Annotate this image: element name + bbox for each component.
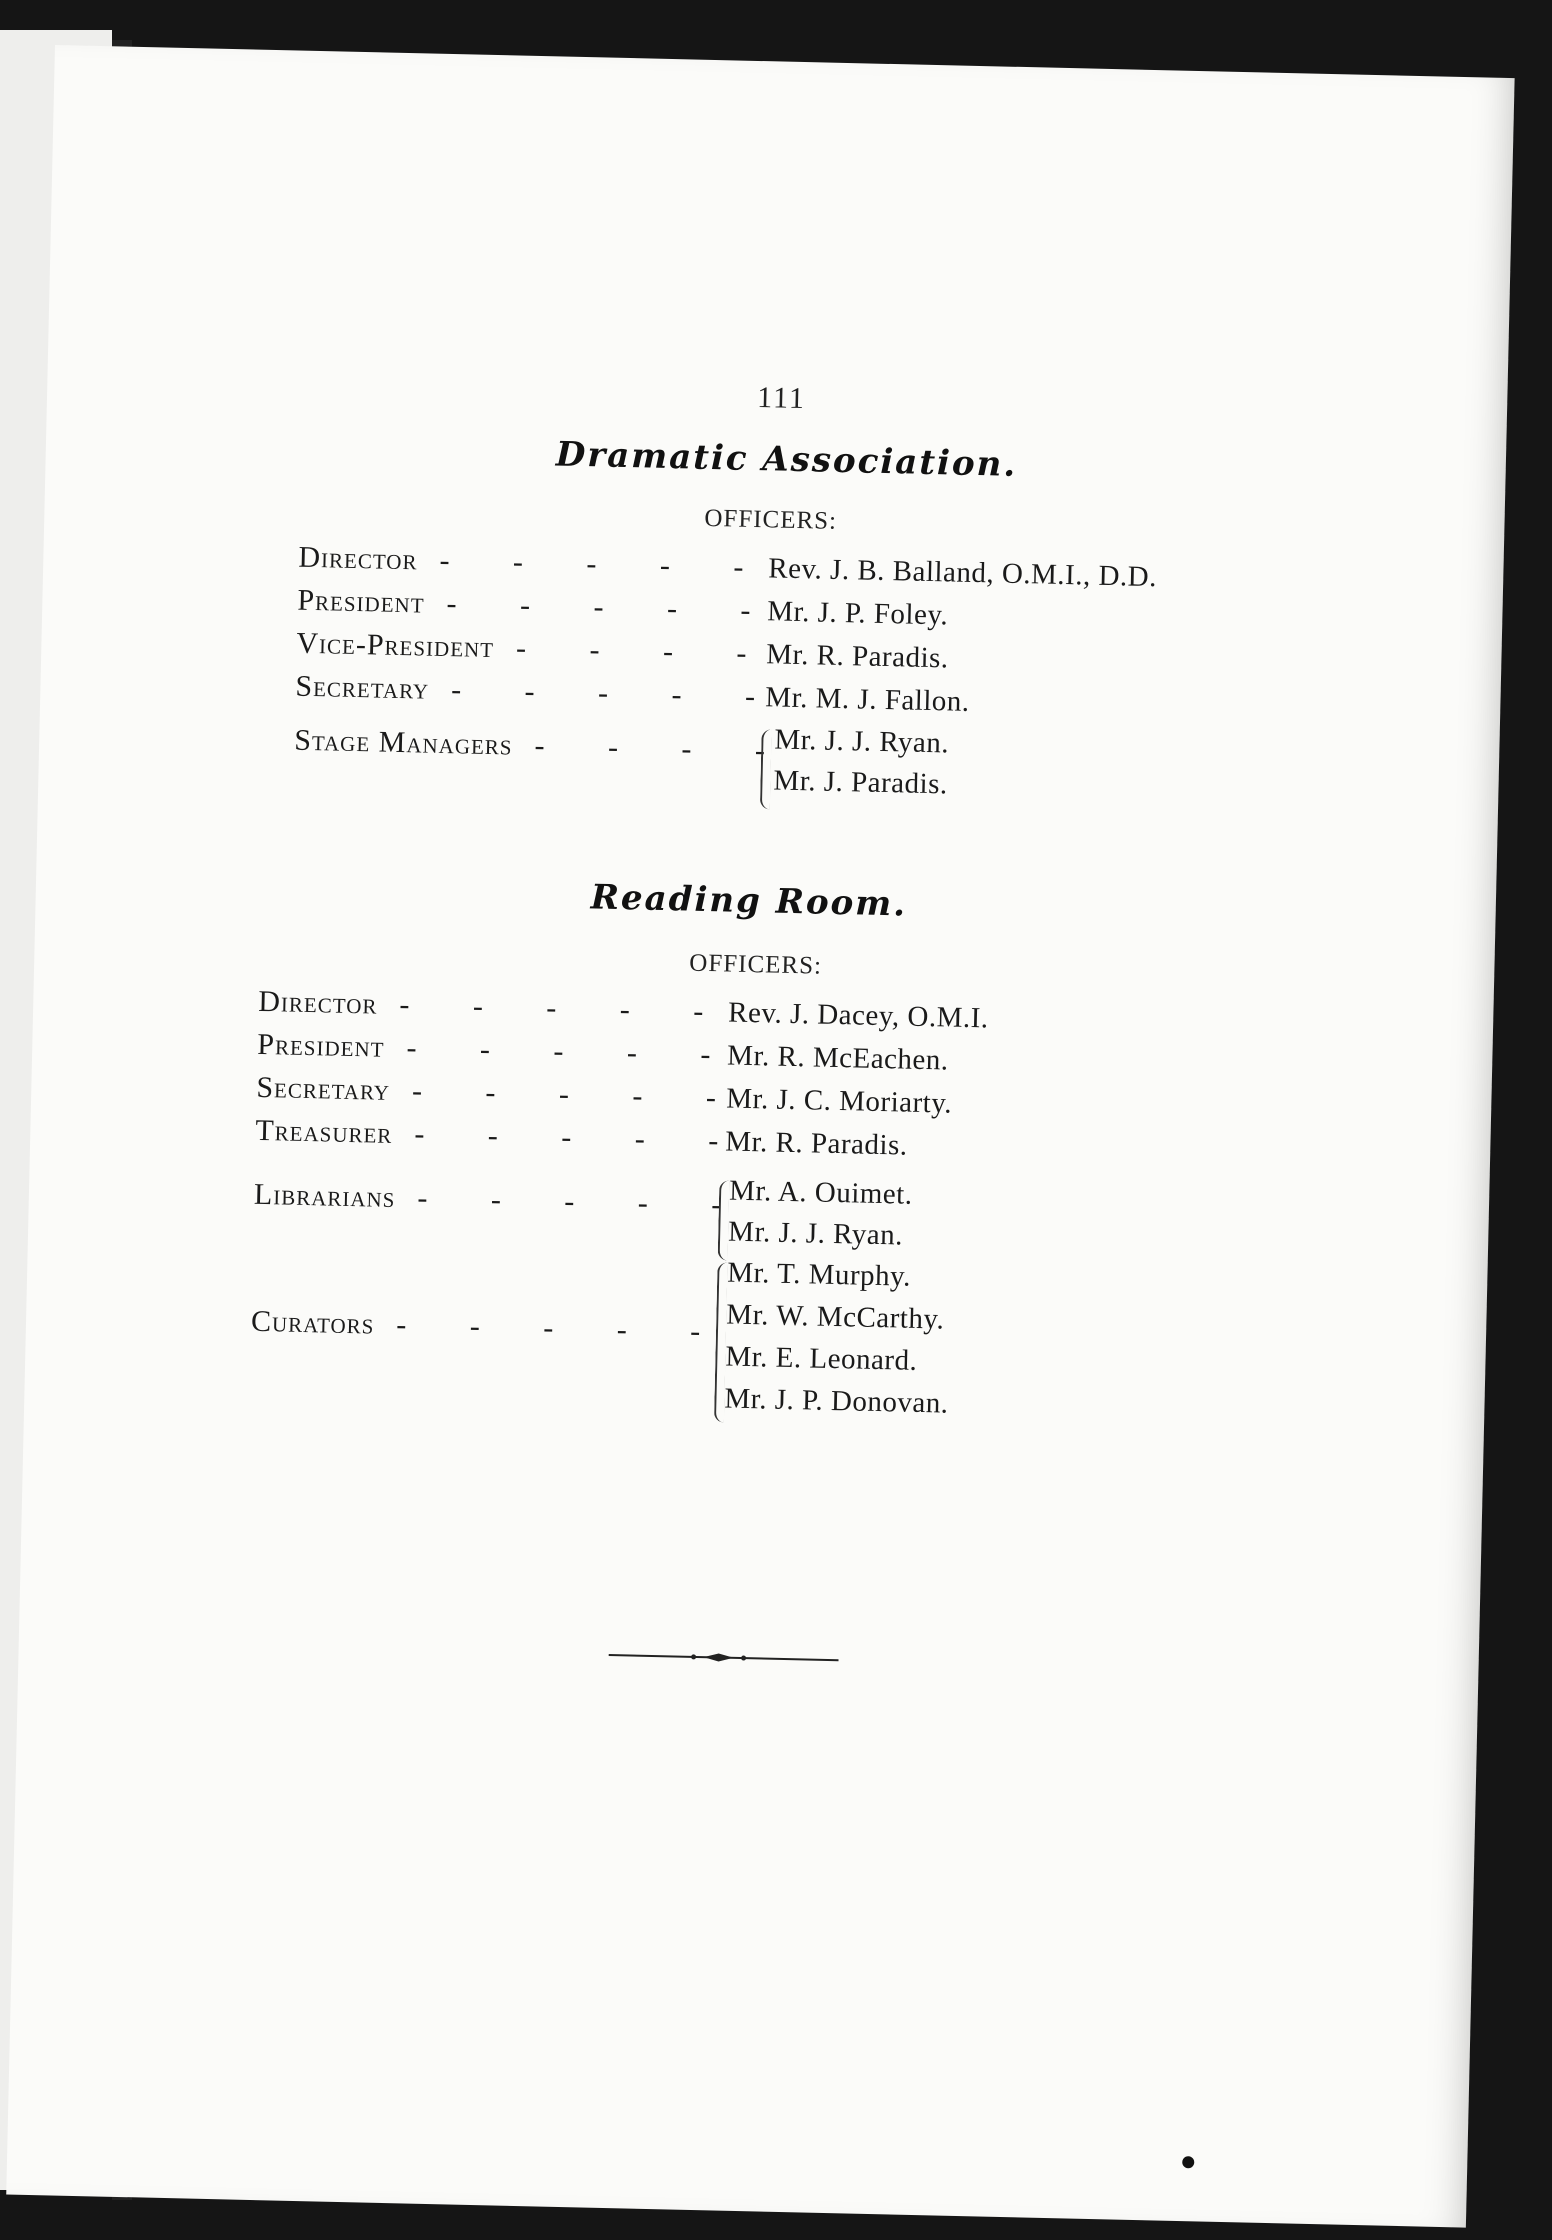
page-number: 111 xyxy=(756,381,807,416)
dramatic-officers-subheading: OFFICERS: xyxy=(704,504,838,535)
officer-name: Mr. R. McEachen. xyxy=(726,1039,949,1077)
ink-speck xyxy=(1182,2156,1194,2168)
reading-row-president xyxy=(257,1028,949,1078)
dramatic-row-stage-managers xyxy=(293,723,794,769)
curator-name: Mr. E. Leonard. xyxy=(725,1340,918,1377)
stage-manager-name: Mr. J. Paradis. xyxy=(773,764,949,801)
curator-name: Mr. T. Murphy. xyxy=(726,1256,912,1293)
librarian-name: Mr. A. Ouimet. xyxy=(728,1174,913,1211)
role-label: Vice-President - - - - xyxy=(296,626,775,671)
curator-name: Mr. W. McCarthy. xyxy=(726,1298,945,1336)
officer-name: Mr. M. J. Fallon. xyxy=(765,681,970,718)
role-label: Librarians - - - - - xyxy=(253,1177,750,1223)
role-label: President - - - - - xyxy=(297,583,779,628)
role-label: Treasurer - - - - - xyxy=(255,1113,747,1158)
reading-room-heading: Reading Room. xyxy=(590,877,908,925)
officer-name: Rev. J. Dacey, O.M.I. xyxy=(727,996,989,1035)
stage-manager-name: Mr. J. J. Ryan. xyxy=(774,723,950,760)
reading-row-secretary xyxy=(256,1071,953,1121)
officer-name: Mr. R. Paradis. xyxy=(724,1125,908,1162)
curator-name: Mr. J. P. Donovan. xyxy=(724,1382,949,1420)
officer-name: Mr. R. Paradis. xyxy=(765,638,949,675)
reading-row-treasurer xyxy=(255,1114,908,1163)
dramatic-association-heading: Dramatic Association. xyxy=(555,434,1018,485)
officer-name: Mr. J. C. Moriarty. xyxy=(725,1082,953,1120)
stage-managers-brace xyxy=(760,729,772,809)
role-label: Director - - - - - xyxy=(298,540,772,585)
role-label: Secretary - - - - - xyxy=(295,669,784,714)
reading-row-curators xyxy=(250,1304,729,1350)
officer-name: Rev. J. B. Balland, O.M.I., D.D. xyxy=(767,552,1158,594)
ornamental-rule xyxy=(608,1648,838,1667)
dramatic-row-vice-president xyxy=(296,627,949,676)
dramatic-row-president xyxy=(297,584,949,633)
role-label: Stage Managers - - - - xyxy=(293,723,794,768)
reading-row-director xyxy=(258,985,989,1036)
role-label: President - - - - - xyxy=(257,1027,739,1072)
book-page xyxy=(6,45,1514,2228)
role-label: Secretary - - - - - xyxy=(256,1070,745,1115)
officer-name: Mr. J. P. Foley. xyxy=(766,595,949,632)
role-label: Curators - - - - - xyxy=(250,1304,729,1349)
librarian-name: Mr. J. J. Ryan. xyxy=(727,1215,904,1252)
role-label: Director - - - - - xyxy=(257,984,732,1029)
dramatic-row-secretary xyxy=(295,670,970,719)
reading-officers-subheading: OFFICERS: xyxy=(689,949,823,980)
reading-row-librarians xyxy=(253,1177,750,1223)
